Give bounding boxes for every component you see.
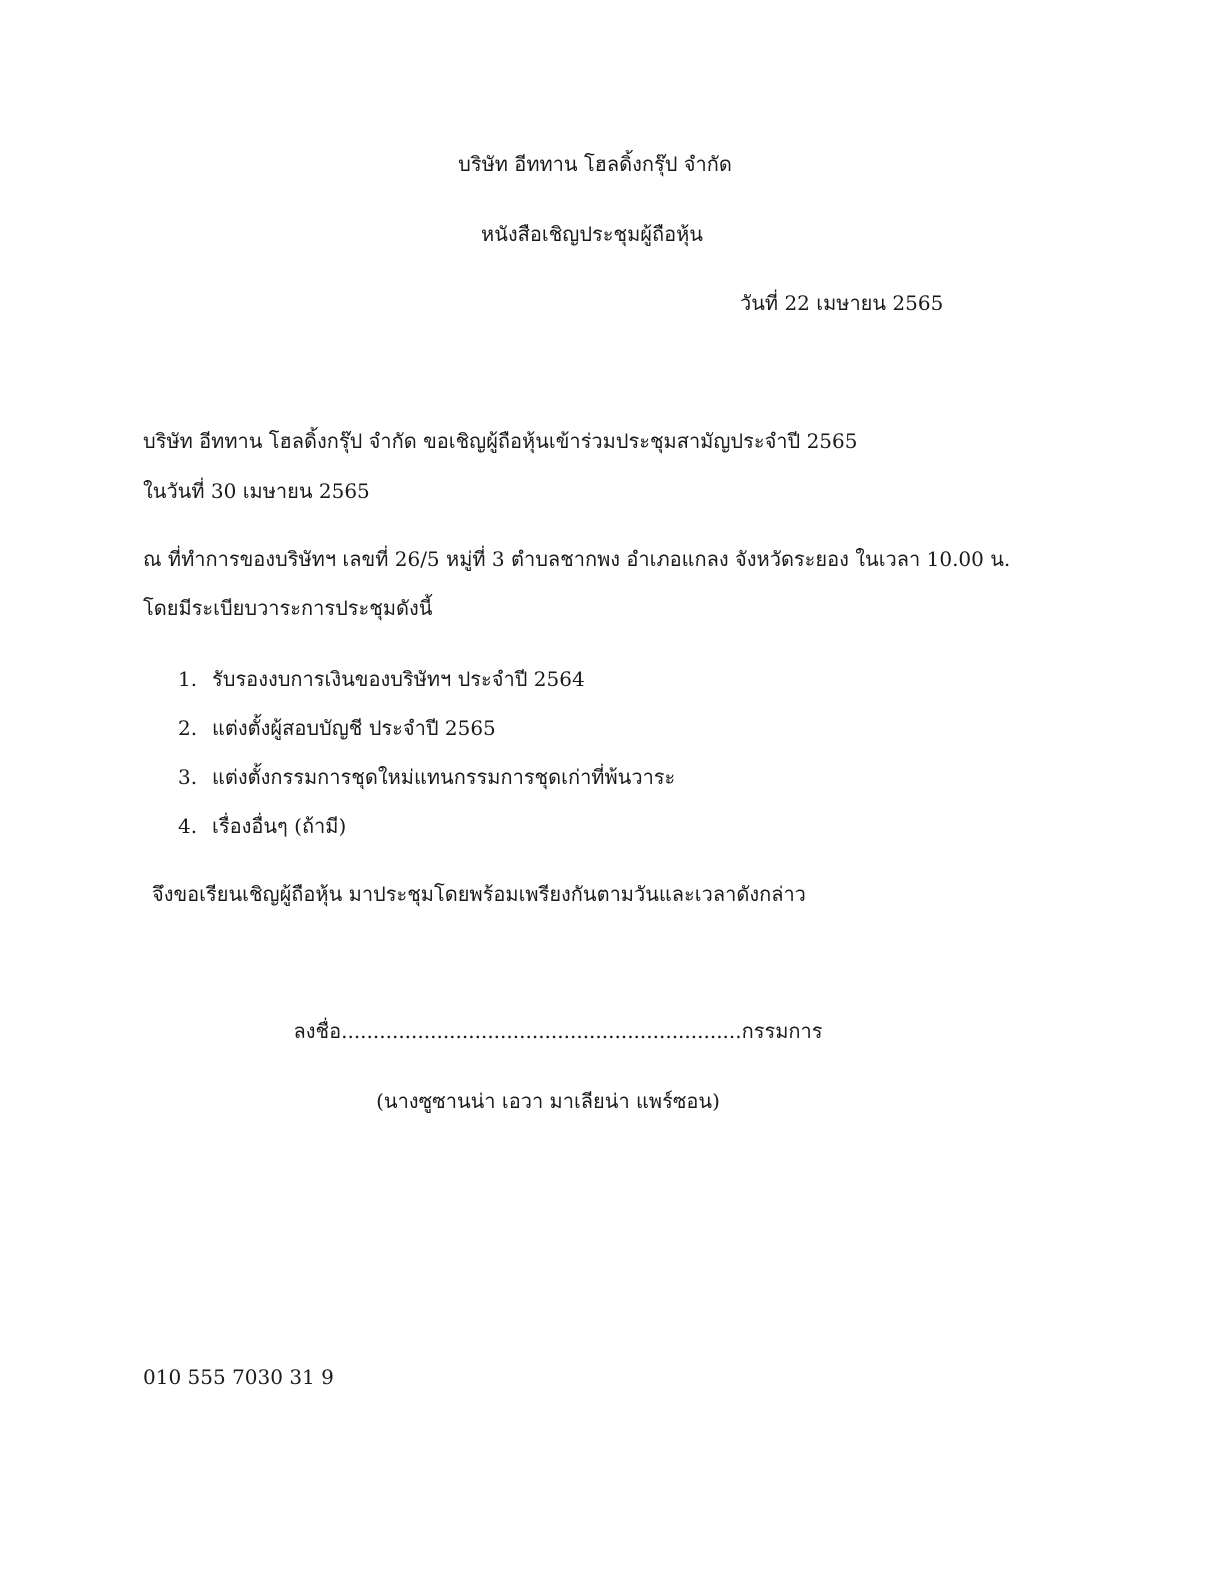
agenda-item-text: รับรองงบการเงินของบริษัทฯ ประจำปี 2564 bbox=[212, 667, 585, 691]
document-title: หนังสือเชิญประชุมผู้ถือหุ้น bbox=[481, 222, 703, 246]
agenda-item-number: 3. bbox=[178, 765, 198, 789]
meeting-location: ณ ที่ทำการของบริษัทฯ เลขที่ 26/5 หมู่ที่ 3 ตำบลชากพง อำเภอแกลง จังหวัดระยอง ในเวลา 10.00 น. bbox=[143, 547, 1011, 571]
agenda-item-number: 1. bbox=[178, 667, 198, 691]
agenda-intro: โดยมีระเบียบวาระการประชุมดังนี้ bbox=[143, 596, 433, 620]
agenda-item-number: 4. bbox=[178, 814, 198, 838]
agenda-item bbox=[178, 763, 675, 791]
closing-text: จึงขอเรียนเชิญผู้ถือหุ้น มาประชุมโดยพร้อมเพรียงกันตามวันและเวลาดังกล่าว bbox=[152, 882, 806, 906]
agenda-item bbox=[178, 812, 346, 840]
signer-name: (นางซูซานน่า เอวา มาเลียน่า แพร์ซอน) bbox=[376, 1089, 720, 1113]
agenda-item-text: แต่งตั้งผู้สอบบัญชี ประจำปี 2565 bbox=[212, 716, 496, 740]
signature-line: ลงชื่อ...............................................................กรรมการ bbox=[293, 1019, 823, 1043]
agenda-item-text: เรื่องอื่นๆ (ถ้ามี) bbox=[212, 814, 347, 838]
agenda-item bbox=[178, 714, 496, 742]
registration-number: 010 555 7030 31 9 bbox=[143, 1365, 334, 1389]
agenda-item-text: แต่งตั้งกรรมการชุดใหม่แทนกรรมการชุดเก่าที่พ้นวาระ bbox=[212, 765, 676, 789]
agenda-item-number: 2. bbox=[178, 716, 198, 740]
agenda-item bbox=[178, 665, 585, 693]
invitation-text: บริษัท อีททาน โฮลดิ้งกรุ๊ป จำกัด ขอเชิญผู้ถือหุ้นเข้าร่วมประชุมสามัญประจำปี 2565 bbox=[143, 429, 858, 453]
document-date: วันที่ 22 เมษายน 2565 bbox=[740, 291, 944, 315]
meeting-date: ในวันที่ 30 เมษายน 2565 bbox=[143, 479, 370, 503]
company-name: บริษัท อีททาน โฮลดิ้งกรุ๊ป จำกัด bbox=[458, 152, 732, 176]
